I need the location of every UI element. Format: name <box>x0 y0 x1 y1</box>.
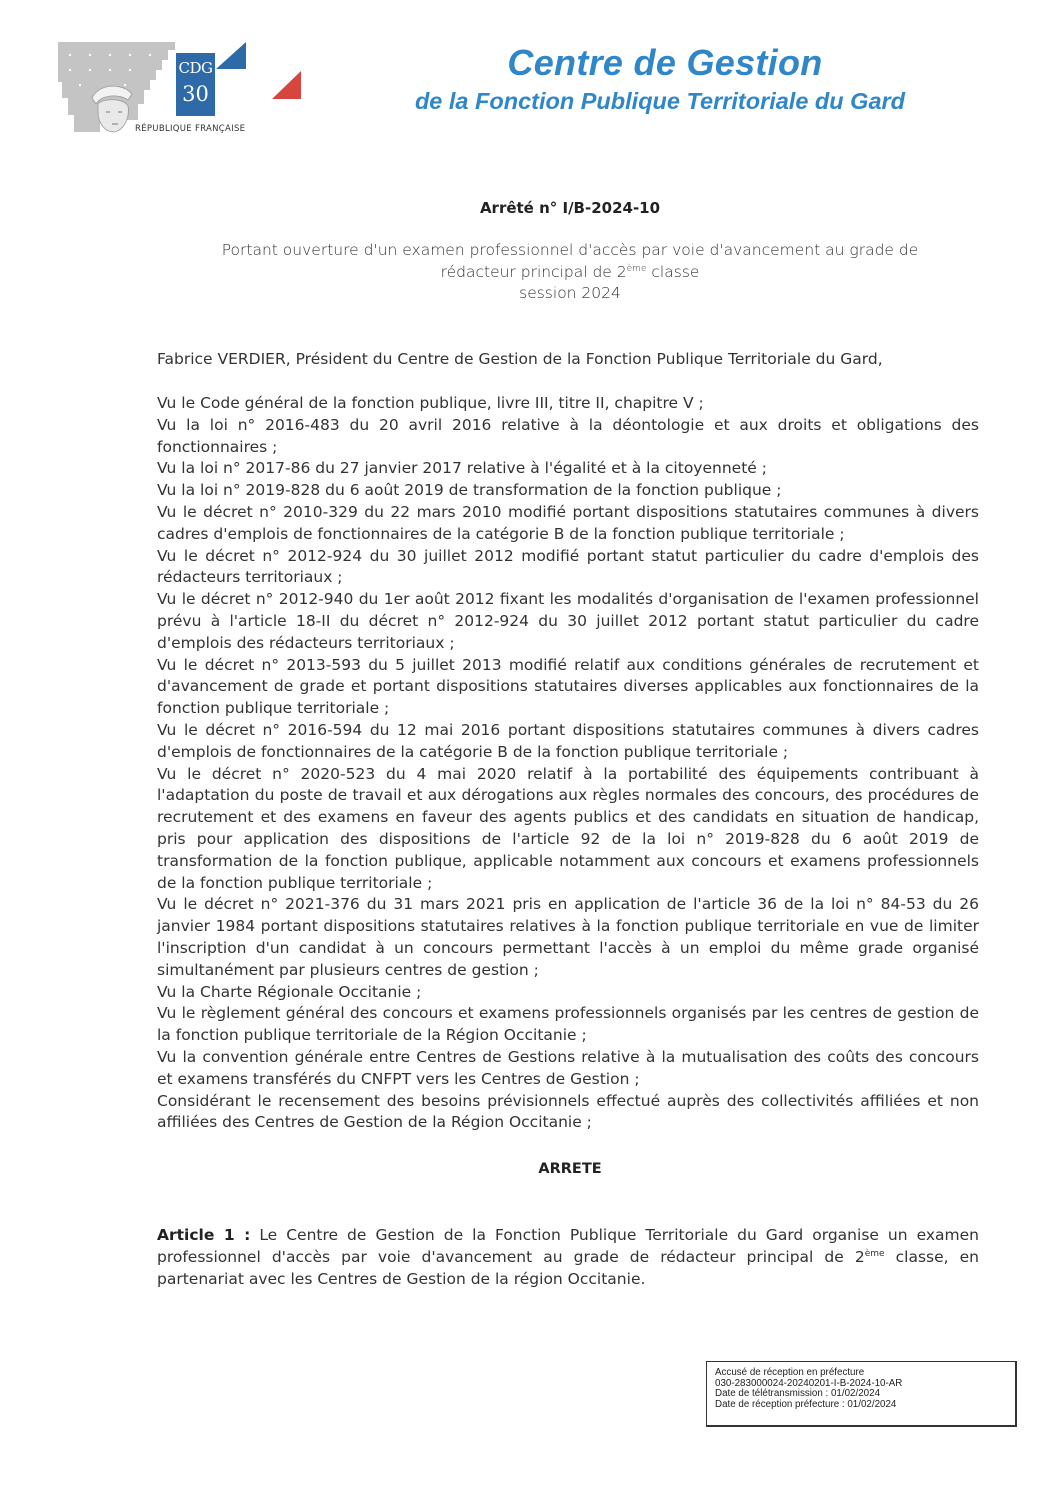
visa-item: Vu le décret n° 2021-376 du 31 mars 2021 pris en application de l'article 36 de la loi n° 84-53 du 26 janvier 1984 portant dispositions statutaires relatives à la fonction publique territoriale en vue de limiter l'inscription d'un candidat à un concours permettant l'accès à un emploi du même grade organisé simultanément par plusieurs centres de gestion ; <box>157 895 979 979</box>
visa-item: Vu le décret n° 2012-940 du 1er août 2012 fixant les modalités d'organisation de l'examen professionnel prévu à l'article 18-II du décret n° 2012-924 du 30 juillet 2012 portant statut particulier du cadre d'emplois des rédacteurs territoriaux ; <box>157 590 979 652</box>
cdg-label: CDG <box>178 59 213 77</box>
document-subtitle <box>160 240 980 305</box>
visas-list <box>157 393 979 1134</box>
president-statement: Fabrice VERDIER, Président du Centre de Gestion de la Fonction Publique Territoriale du Gard, <box>157 350 883 368</box>
subtitle-line-1: Portant ouverture d'un examen professionnel d'accès par voie d'avancement au grade de <box>221 241 919 259</box>
cdg-box <box>176 53 215 116</box>
visa-item: Vu le décret n° 2020-523 du 4 mai 2020 relatif à la portabilité des équipements contribuant à l'adaptation du poste de travail et aux dérogations aux règles normales des concours, des procédures de recrutement et des examens en faveur des agents publics et des candidats en situation de handicap, pris pour application des dispositions de l'article 92 de la loi n° 2019-828 du 6 août 2019 de transformation de la fonction publique, applicable notamment aux concours et examens professionnels de la fonction publique territoriale ; <box>157 764 979 892</box>
visa-item: Vu la convention générale entre Centres de Gestions relative à la mutualisation des coûts des concours et examens transférés du CNFPT vers les Centres de Gestion ; <box>157 1047 979 1088</box>
stamp-line-1: Accusé de réception en préfecture <box>715 1367 865 1378</box>
marianne-emblem-icon <box>40 20 280 140</box>
article-1-label: Article 1 : <box>157 1226 251 1244</box>
visa-item: Vu le Code général de la fonction publique, livre III, titre II, chapitre V ; <box>157 394 704 412</box>
visa-item: Vu la Charte Régionale Occitanie ; <box>157 982 422 1001</box>
subtitle-line-2-text: rédacteur principal de 2 <box>440 262 627 281</box>
subtitle-superscript: ème <box>626 263 647 274</box>
cdg-number: 30 <box>182 82 209 106</box>
article-1-text: Le Centre de Gestion de la Fonction Publique Territoriale du Gard organise un examen professionnel d'accès par voie d'avancement au grade de rédacteur principal de 2 <box>157 1226 979 1266</box>
visa-item: Vu la loi n° 2016-483 du 20 avril 2016 relative à la déontologie et aux droits et obligations des fonctionnaires ; <box>157 415 979 456</box>
visa-item: Vu le décret n° 2010-329 du 22 mars 2010 modifié portant dispositions statutaires communes à divers cadres d'emplois de fonctionnaires de la catégorie B de la fonction publique territoriale ; <box>157 502 979 543</box>
article-1 <box>157 1225 979 1290</box>
visa-item: Considérant le recensement des besoins prévisionnels effectué auprès des collectivités affiliées et non affiliées des Centres de Gestion de la Région Occitanie ; <box>157 1091 979 1132</box>
stamp-reception-date: Date de réception préfecture : 01/02/2024 <box>715 1398 897 1410</box>
republique-francaise: RÉPUBLIQUE FRANÇAISE <box>135 124 246 134</box>
subtitle-line-3: session 2024 <box>519 284 621 302</box>
subtitle-line-2-end: classe <box>646 262 700 281</box>
red-triangle-icon <box>272 71 301 99</box>
visa-item: Vu la loi n° 2019-828 du 6 août 2019 de transformation de la fonction publique ; <box>157 481 782 500</box>
visa-item: Vu le règlement général des concours et examens professionnels organisés par les centres de gestion de la fonction publique territoriale de la Région Occitanie ; <box>157 1004 979 1045</box>
subtitle-line-2 <box>160 262 980 284</box>
article-1-text-end: classe, en partenariat avec les Centres de Gestion de la région Occitanie. <box>157 1247 979 1288</box>
visa-item: Vu le décret n° 2016-594 du 12 mai 2016 portant dispositions statutaires communes à divers cadres d'emplois de fonctionnaires de la catégorie B de la fonction publique territoriale ; <box>157 720 979 761</box>
stamp-reference: 030-283000024-20240201-I-B-2024-10-AR <box>715 1377 903 1389</box>
visa-item: Vu le décret n° 2013-593 du 5 juillet 2013 modifié relatif aux conditions générales de recrutement et d'avancement de grade et portant dispositions statutaires diverses applicables aux fonctionnaires de la fonction publique territoriale ; <box>157 655 979 718</box>
header-title: Centre de Gestion <box>507 42 823 83</box>
visa-item: Vu le décret n° 2012-924 du 30 juillet 2012 modifié portant statut particulier du cadre d'emplois des rédacteurs territoriaux ; <box>157 546 979 587</box>
blue-triangle-icon <box>216 42 246 69</box>
prefecture-receipt-stamp <box>706 1361 1017 1427</box>
arrete-number: Arrêté n° I/B-2024-10 <box>479 199 661 217</box>
article-1-superscript: ème <box>864 1248 885 1259</box>
stamp-transmission-date: Date de télétransmission : 01/02/2024 <box>715 1388 881 1399</box>
visa-item: Vu la loi n° 2017-86 du 27 janvier 2017 relative à l'égalité et à la citoyenneté ; <box>157 459 767 478</box>
arrete-heading: ARRETE <box>538 1161 602 1177</box>
cdg30-logo <box>40 20 280 140</box>
header-subtitle: de la Fonction Publique Territoriale du Gard <box>414 88 906 114</box>
